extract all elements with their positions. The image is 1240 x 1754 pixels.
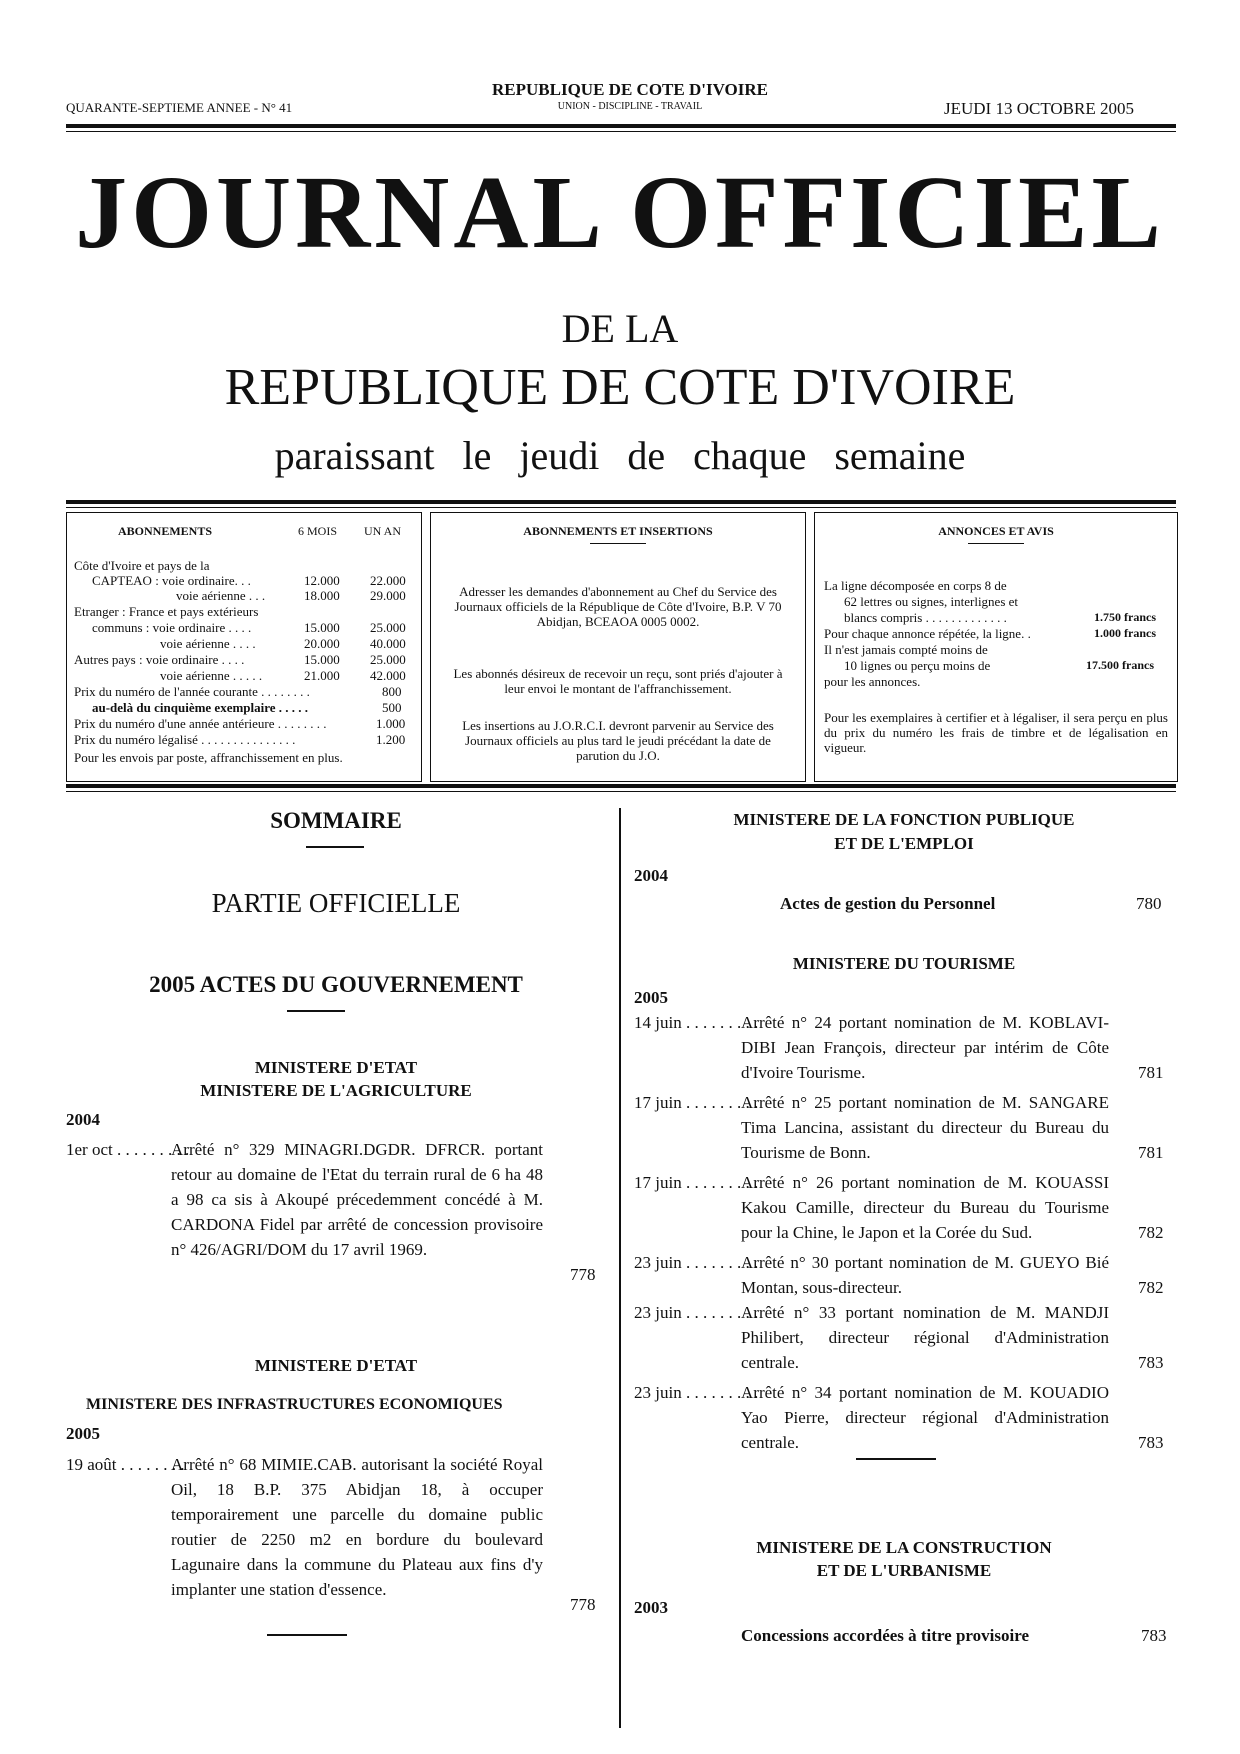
actes-heading: 2005 ACTES DU GOUVERNEMENT bbox=[149, 972, 523, 997]
annonces-line: pour les annonces. bbox=[824, 674, 921, 689]
header-rule-thin bbox=[66, 131, 1176, 132]
ministry-heading: MINISTERE DES INFRASTRUCTURES ECONOMIQUES bbox=[86, 1396, 503, 1413]
abo-line: voie aérienne . . . bbox=[176, 588, 266, 603]
insertions-rule bbox=[590, 543, 646, 544]
abo-line: voie aérienne . . . . bbox=[160, 636, 256, 651]
entry-page: 783 bbox=[1138, 1433, 1164, 1452]
annonces-value: 1.000 francs bbox=[1094, 626, 1156, 640]
ministry-heading: MINISTERE D'ETAT bbox=[254, 1058, 418, 1077]
entry-date: 1er oct . . . . . . . . . bbox=[66, 1140, 190, 1159]
issue-number: QUARANTE-SEPTIEME ANNEE - N° 41 bbox=[66, 100, 293, 115]
annonces-line: blancs compris . . . . . . . . . . . . . bbox=[844, 610, 1007, 625]
abo-value: 42.000 bbox=[370, 668, 406, 683]
entry-text: Arrêté n° 34 portant nomination de M. KOUADIO Yao Pierre, directeur régional d'Administration centrale. bbox=[741, 1383, 1109, 1452]
annonces-line: Pour chaque annonce répétée, la ligne. . bbox=[824, 626, 1031, 641]
abo-line: Prix du numéro légalisé . . . . . . . . . . . . . . . bbox=[74, 732, 296, 747]
insertions-p1: Adresser les demandes d'abonnement au Chef du Service des Journaux officiels de la République de Côte d'Ivoire, B.P. V 70 Abidjan, BCEAOA 0005 0002. bbox=[454, 584, 782, 629]
entry-page: 783 bbox=[1138, 1353, 1164, 1372]
boxes-rule-bottom-thin bbox=[66, 791, 1176, 792]
boxes-rule-top bbox=[66, 500, 1176, 504]
abo-value: 12.000 bbox=[304, 573, 340, 588]
annonces-value: 1.750 francs bbox=[1094, 610, 1156, 624]
sommaire-rule bbox=[306, 846, 364, 848]
abo-line: au-delà du cinquième exemplaire . . . . . bbox=[92, 700, 309, 715]
abo-line: Prix du numéro de l'année courante . . . . . . . . bbox=[74, 684, 310, 699]
concessions-page: 783 bbox=[1141, 1626, 1167, 1645]
abo-value: 800 bbox=[382, 684, 402, 699]
abo-value: 25.000 bbox=[370, 620, 406, 635]
insertions-title: ABONNEMENTS ET INSERTIONS bbox=[523, 524, 713, 538]
annonces-title: ANNONCES ET AVIS bbox=[938, 524, 1054, 538]
ministry-heading: MINISTERE D'ETAT bbox=[254, 1356, 418, 1375]
abonnements-title: ABONNEMENTS bbox=[118, 524, 213, 538]
entry-date: 19 août . . . . . . . . bbox=[66, 1455, 185, 1474]
issue-date: JEUDI 13 OCTOBRE 2005 bbox=[944, 99, 1134, 118]
abo-value: 15.000 bbox=[304, 620, 340, 635]
abo-line: communs : voie ordinaire . . . . bbox=[92, 620, 252, 635]
abo-value: 40.000 bbox=[370, 636, 406, 651]
abo-value: 22.000 bbox=[370, 573, 406, 588]
abo-line: Pour les envois par poste, affranchissement en plus. bbox=[74, 750, 343, 765]
actes-rule bbox=[287, 1010, 345, 1012]
entry-date: 23 juin . . . . . . . . . bbox=[634, 1253, 759, 1272]
boxes-rule-top-thin bbox=[66, 507, 1176, 508]
annonces-line: Il n'est jamais compté moins de bbox=[824, 642, 988, 657]
masthead-de-la: DE LA bbox=[561, 306, 679, 351]
entry-page: 782 bbox=[1138, 1223, 1164, 1242]
entry-page: 778 bbox=[570, 1265, 596, 1284]
entry-page: 778 bbox=[570, 1595, 596, 1614]
right-end-rule bbox=[856, 1458, 936, 1460]
partie-officielle-heading: PARTIE OFFICIELLE bbox=[211, 888, 461, 918]
abo-value: 15.000 bbox=[304, 652, 340, 667]
annonces-line: 62 lettres ou signes, interlignes et bbox=[844, 594, 1019, 609]
ministry-heading: MINISTERE DE L'AGRICULTURE bbox=[200, 1081, 472, 1100]
entry-date: 17 juin . . . . . . . . . bbox=[634, 1093, 759, 1112]
ministry-heading: MINISTERE DE LA CONSTRUCTION bbox=[756, 1538, 1052, 1557]
abo-value: 1.200 bbox=[376, 732, 406, 747]
gestion-page: 780 bbox=[1136, 894, 1162, 913]
abo-value: 29.000 bbox=[370, 588, 406, 603]
year-label: 2004 bbox=[66, 1110, 100, 1129]
annonces-p2: Pour les exemplaires à certifier et à légaliser, il sera perçu en plus du prix du numéro les frais de timbre et de légalisation en vigueur. bbox=[824, 710, 1168, 755]
abo-value: 21.000 bbox=[304, 668, 340, 683]
entry-text: Arrêté n° 329 MINAGRI.DGDR. DFRCR. portant retour au domaine de l'Etat du terrain rural de 6 ha 48 a 98 ca sis à Akoupé précedemment concédé à M. CARDONA Fidel par arrêté de concession provisoire n° 426/AGRI/DOM du 17 avril 1969. bbox=[171, 1140, 543, 1259]
abo-line: Etranger : France et pays extérieurs bbox=[74, 604, 259, 619]
masthead-tagline: paraissant le jeudi de chaque semaine bbox=[274, 433, 966, 478]
abo-value: 1.000 bbox=[376, 716, 406, 731]
abo-line: voie aérienne . . . . . bbox=[160, 668, 263, 683]
year-label: 2004 bbox=[634, 866, 668, 885]
ministry-heading: ET DE L'URBANISME bbox=[816, 1561, 992, 1580]
year-label: 2005 bbox=[634, 988, 668, 1007]
ministry-heading: MINISTERE DU TOURISME bbox=[792, 954, 1016, 973]
ministry-heading: ET DE L'EMPLOI bbox=[834, 834, 974, 853]
entry-date: 23 juin . . . . . . . . . bbox=[634, 1303, 759, 1322]
header-motto: UNION - DISCIPLINE - TRAVAIL bbox=[557, 101, 703, 112]
entry-page: 781 bbox=[1138, 1143, 1164, 1162]
entry-text: Arrêté n° 24 portant nomination de M. KOBLAVI-DIBI Jean François, directeur par intérim de Côte d'Ivoire Tourisme. bbox=[741, 1013, 1109, 1082]
sommaire-heading: SOMMAIRE bbox=[270, 808, 402, 833]
annonces-rule bbox=[968, 543, 1024, 544]
entry-text: Arrêté n° 68 MIMIE.CAB. autorisant la société Royal Oil, 18 B.P. 375 Abidjan 18, à occuper temporairement une parcelle du domaine public routier de 2250 m2 en bordure du boulevard Lagunaire dans la commune du Plateau aux fins d'y implanter une station d'essence. bbox=[171, 1455, 543, 1599]
year-label: 2005 bbox=[66, 1424, 100, 1443]
year-label: 2003 bbox=[634, 1598, 668, 1617]
abo-value: 20.000 bbox=[304, 636, 340, 651]
boxes-rule-bottom bbox=[66, 784, 1176, 788]
insertions-p3: Les insertions au J.O.R.C.I. devront parvenir au Service des Journaux officiels au plus tard le jeudi précédant la date de parution du J.O. bbox=[462, 718, 774, 763]
annonces-value: 17.500 francs bbox=[1086, 658, 1154, 672]
header-country: REPUBLIQUE DE COTE D'IVOIRE bbox=[492, 80, 768, 99]
annonces-line: La ligne décomposée en corps 8 de bbox=[824, 578, 1007, 593]
column-divider bbox=[619, 808, 621, 1728]
entry-page: 782 bbox=[1138, 1278, 1164, 1297]
gestion-title: Actes de gestion du Personnel bbox=[780, 894, 996, 913]
abonnements-col-unan: UN AN bbox=[364, 524, 402, 538]
entry-date: 23 juin . . . . . . . . . bbox=[634, 1383, 759, 1402]
header-rule bbox=[66, 124, 1176, 128]
entry-date: 17 juin . . . . . . . . . bbox=[634, 1173, 759, 1192]
masthead-republic: REPUBLIQUE DE COTE D'IVOIRE bbox=[224, 359, 1016, 416]
entry-text: Arrêté n° 26 portant nomination de M. KOUASSI Kakou Camille, directeur du Bureau du Tourisme pour la Chine, le Japon et la Corée du Sud. bbox=[741, 1173, 1109, 1242]
entry-date: 14 juin . . . . . . . . . bbox=[634, 1013, 759, 1032]
concessions-title: Concessions accordées à titre provisoire bbox=[741, 1626, 1030, 1645]
entry-text: Arrêté n° 25 portant nomination de M. SANGARE Tima Lancina, assistant du directeur du Bureau du Tourisme de Bonn. bbox=[741, 1093, 1109, 1162]
abo-line: Autres pays : voie ordinaire . . . . bbox=[74, 652, 245, 667]
journal-title: JOURNAL OFFICIEL bbox=[75, 155, 1165, 270]
abo-value: 500 bbox=[382, 700, 402, 715]
abo-line: Côte d'Ivoire et pays de la bbox=[74, 558, 210, 573]
ministry-heading: MINISTERE DE LA FONCTION PUBLIQUE bbox=[733, 810, 1075, 829]
abo-value: 25.000 bbox=[370, 652, 406, 667]
entry-text: Arrêté n° 33 portant nomination de M. MANDJI Philibert, directeur régional d'Administration centrale. bbox=[741, 1303, 1109, 1372]
entry-page: 781 bbox=[1138, 1063, 1164, 1082]
abonnements-col-6mois: 6 MOIS bbox=[298, 524, 338, 538]
abo-value: 18.000 bbox=[304, 588, 340, 603]
left-end-rule bbox=[267, 1634, 347, 1636]
entry-text: Arrêté n° 30 portant nomination de M. GUEYO Bié Montan, sous-directeur. bbox=[741, 1253, 1109, 1297]
abo-line: CAPTEAO : voie ordinaire. . . bbox=[92, 573, 251, 588]
insertions-p2: Les abonnés désireux de recevoir un reçu, sont priés d'ajouter à leur envoi le montant de l'affranchissement. bbox=[453, 666, 783, 696]
abo-line: Prix du numéro d'une année antérieure . . . . . . . . bbox=[74, 716, 327, 731]
annonces-line: 10 lignes ou perçu moins de bbox=[844, 658, 991, 673]
